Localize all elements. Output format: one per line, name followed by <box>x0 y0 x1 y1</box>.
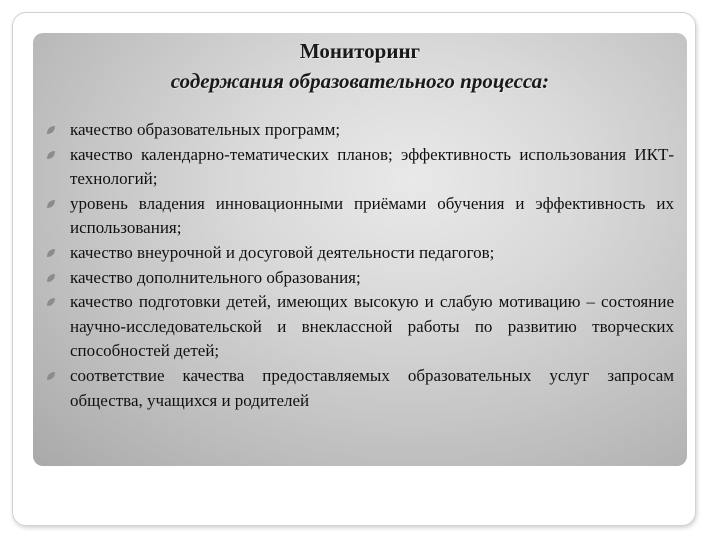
title-subtitle: содержания образовательного процесса: <box>170 69 550 93</box>
list-item-text: соответствие качества предоставляемых образовательных услуг запросам общества, учащихся и родителей <box>70 365 674 410</box>
leaf-bullet-icon <box>46 150 56 160</box>
leaf-bullet-icon <box>46 199 56 209</box>
list-item-text: качество образовательных программ; <box>70 120 341 139</box>
list-item <box>44 118 674 143</box>
list-item <box>44 241 674 266</box>
list-item <box>44 143 674 192</box>
leaf-bullet-icon <box>46 273 56 283</box>
list-item-text: качество подготовки детей, имеющих высокую и слабую мотивацию – состояние научно-исследовательской и внеклассной работы по развитию творческих способностей детей; <box>70 292 674 361</box>
list-item-text: качество внеурочной и досуговой деятельности педагогов; <box>70 242 495 262</box>
leaf-bullet-icon <box>46 371 56 381</box>
monitoring-list <box>44 118 674 413</box>
list-item <box>44 192 674 241</box>
title-main: Мониторинг <box>299 39 421 63</box>
leaf-bullet-icon <box>46 297 56 307</box>
list-item <box>44 266 674 291</box>
slide-title <box>33 36 687 96</box>
list-item-text: качество календарно-тематических планов; эффективность использования ИКТ-технологий; <box>70 144 674 189</box>
list-item-text: уровень владения инновационными приёмами обучения и эффективность их использования; <box>70 193 674 238</box>
list-item <box>44 364 674 413</box>
leaf-bullet-icon <box>46 125 56 135</box>
list-item <box>44 290 674 364</box>
leaf-bullet-icon <box>46 248 56 258</box>
list-item-text: качество дополнительного образования; <box>70 267 361 287</box>
